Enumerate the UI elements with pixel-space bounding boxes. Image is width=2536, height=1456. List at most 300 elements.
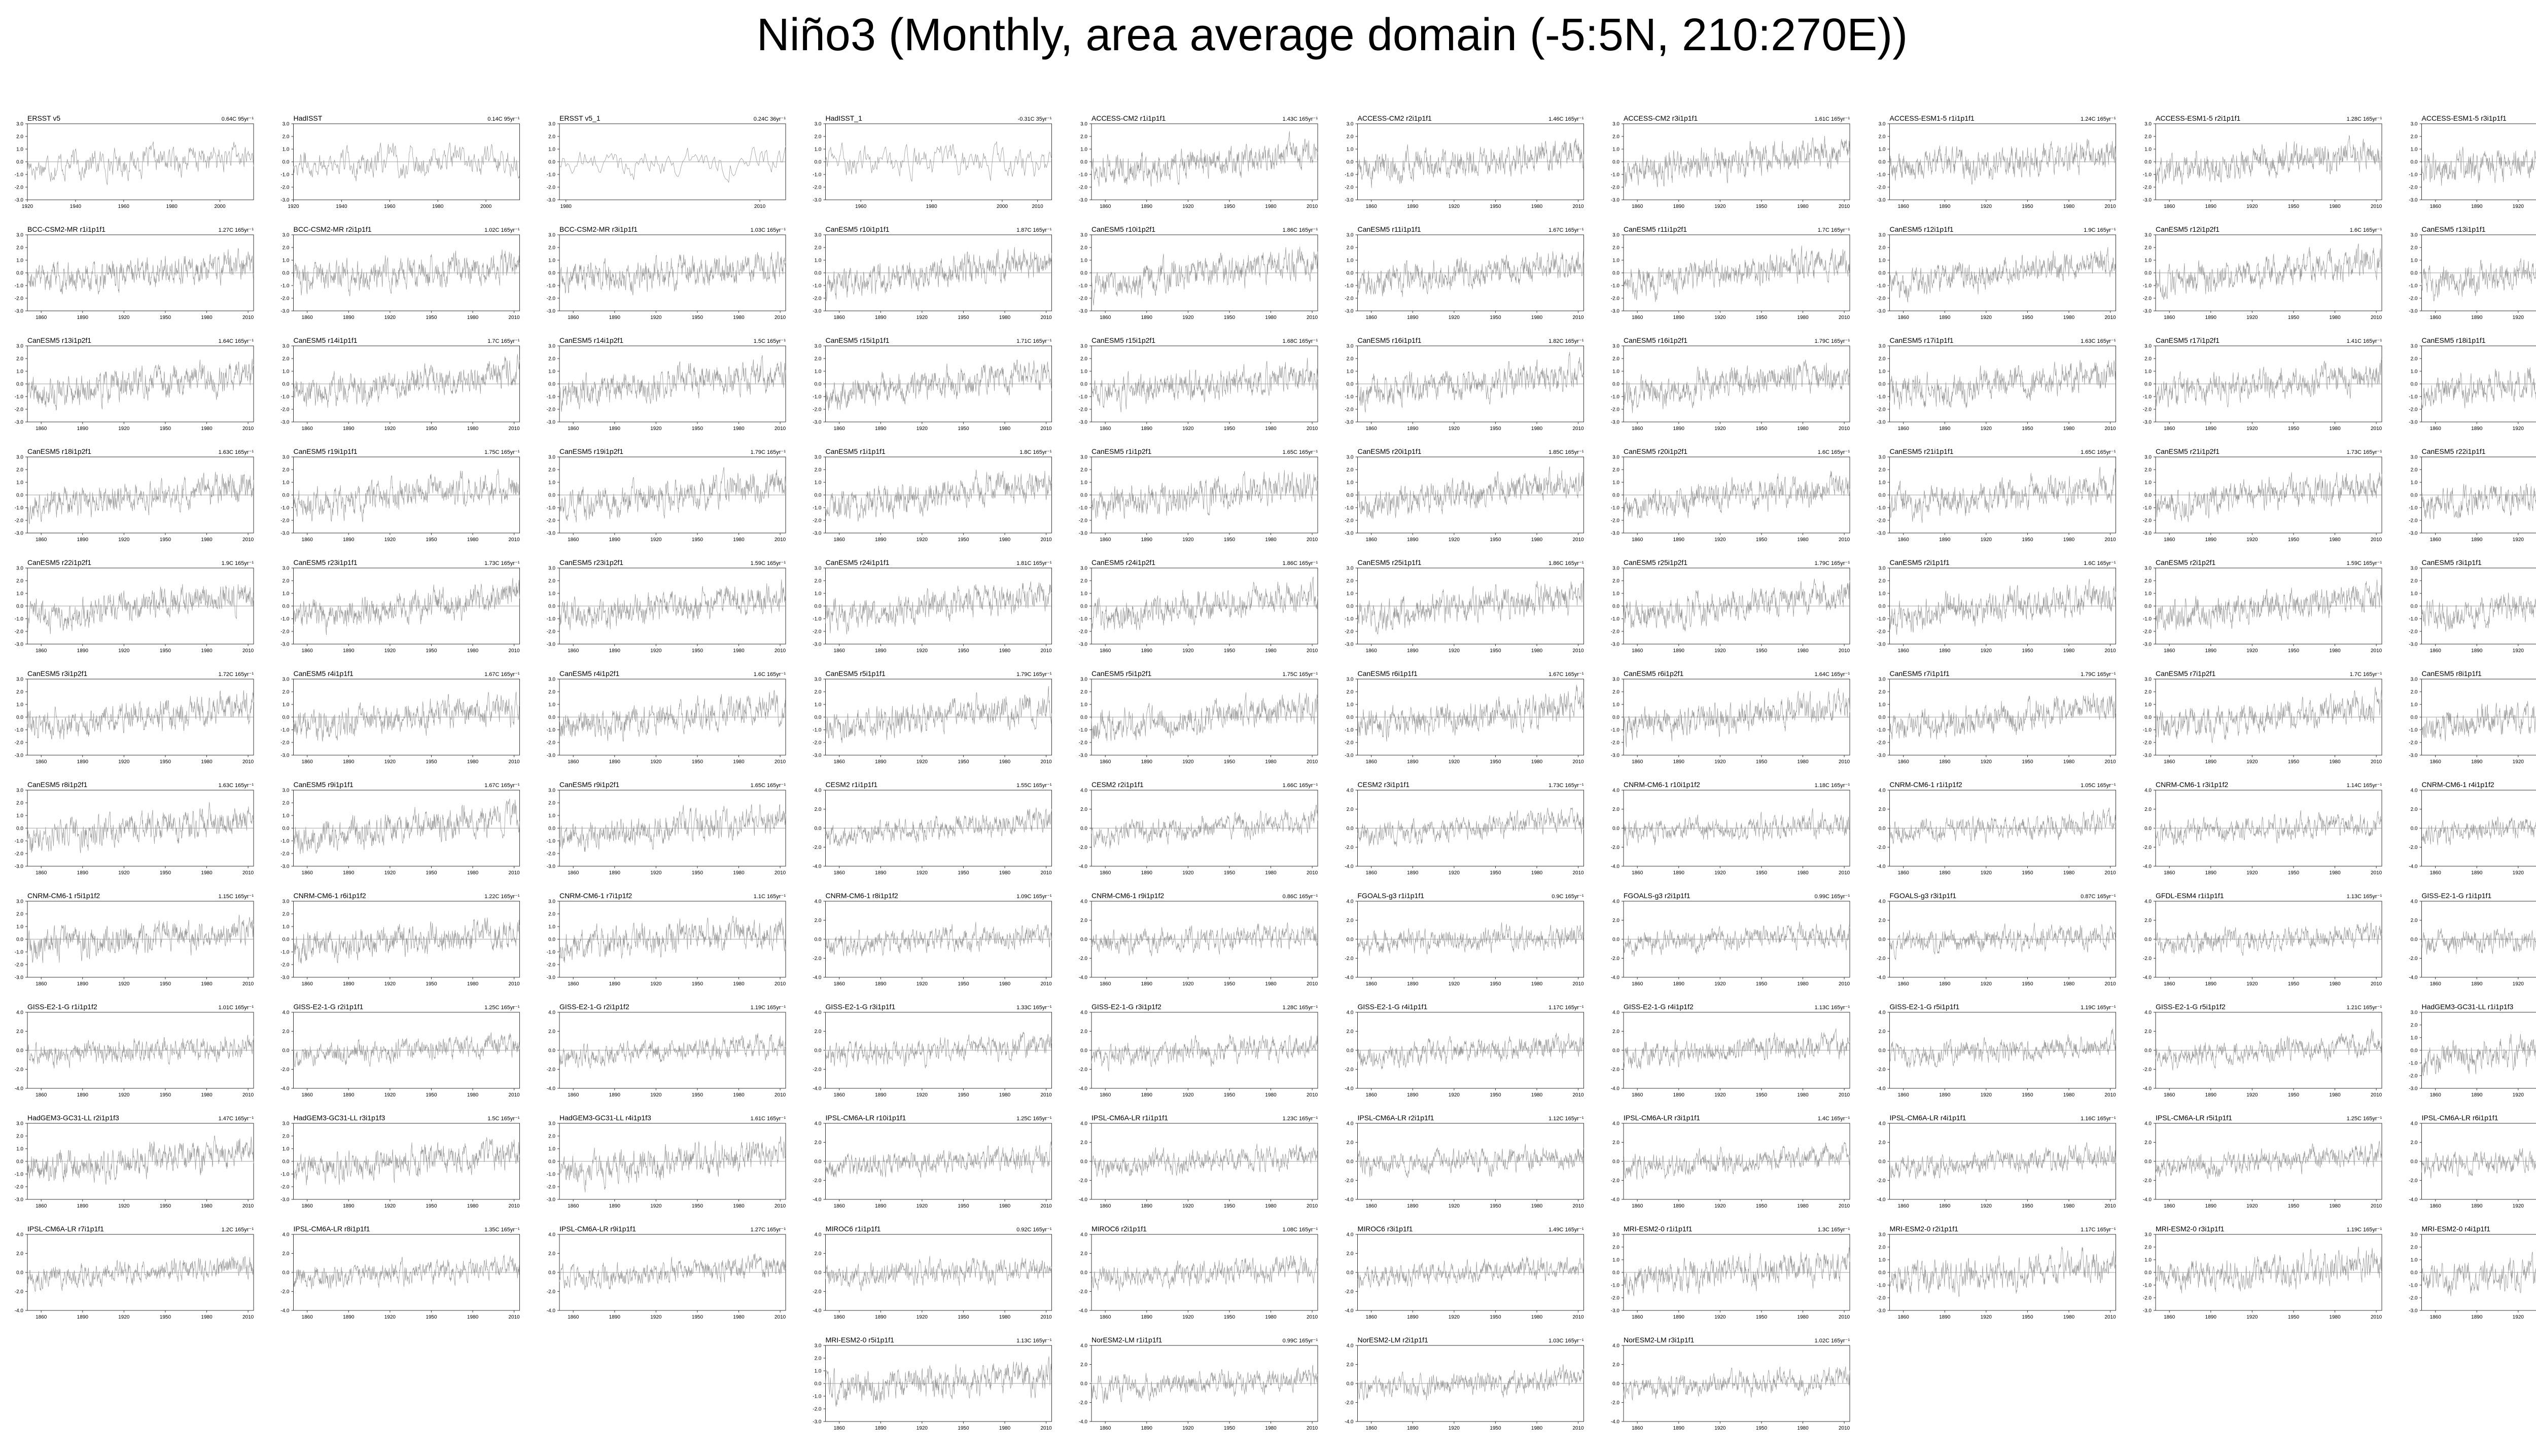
x-tick-label: 1950 bbox=[426, 981, 437, 987]
panel-title: CanESM5 r21i1p1f1 bbox=[1889, 447, 1954, 455]
x-tick-label: 1890 bbox=[875, 426, 887, 432]
x-tick-label: 1860 bbox=[1897, 759, 1909, 765]
y-tick-label: -3.0 bbox=[280, 753, 290, 759]
y-tick-label: -4.0 bbox=[1078, 1086, 1087, 1092]
x-tick-label: 1980 bbox=[733, 1092, 745, 1098]
x-tick-label: 1920 bbox=[2512, 204, 2524, 209]
y-tick-label: 0.0 bbox=[1612, 159, 1619, 165]
x-tick-label: 1860 bbox=[301, 1092, 313, 1098]
series-line bbox=[1624, 471, 1850, 518]
series-line bbox=[294, 469, 520, 522]
panel-title: IPSL-CM6A-LR r7i1p1f1 bbox=[27, 1225, 104, 1233]
y-tick-label: -3.0 bbox=[1877, 197, 1886, 203]
y-tick-label: -2.0 bbox=[1345, 296, 1354, 302]
x-tick-label: 1950 bbox=[159, 1203, 171, 1209]
panel-trend: 1.59C 165yr⁻¹ bbox=[750, 560, 786, 566]
y-tick-label: 2.0 bbox=[2144, 467, 2152, 473]
y-tick-label: -2.0 bbox=[2142, 845, 2152, 850]
y-tick-label: -2.0 bbox=[2409, 1178, 2418, 1184]
y-tick-label: -4.0 bbox=[2409, 975, 2418, 981]
y-tick-label: -3.0 bbox=[2142, 1308, 2152, 1314]
x-tick-label: 2010 bbox=[2104, 426, 2116, 432]
y-tick-label: 2.0 bbox=[1612, 918, 1619, 924]
y-tick-label: 1.0 bbox=[548, 813, 555, 819]
y-tick-label: -1.0 bbox=[813, 1394, 822, 1400]
x-tick-label: 1980 bbox=[166, 204, 178, 209]
panel-111 bbox=[813, 1336, 1052, 1431]
y-tick-label: -2.0 bbox=[546, 629, 555, 635]
x-tick-label: 2010 bbox=[1572, 315, 1584, 321]
x-tick-label: 1980 bbox=[999, 870, 1011, 876]
x-tick-label: 1860 bbox=[568, 426, 579, 432]
panel-title: CanESM5 r24i1p1f1 bbox=[825, 558, 890, 566]
y-tick-label: 0.0 bbox=[548, 492, 555, 499]
x-tick-label: 2010 bbox=[1040, 537, 1052, 543]
y-tick-label: -1.0 bbox=[14, 283, 23, 289]
x-tick-label: 2010 bbox=[1572, 426, 1584, 432]
panel-title: GISS-E2-1-G r5i1p1f2 bbox=[2156, 1003, 2226, 1011]
x-tick-label: 1890 bbox=[2471, 315, 2483, 321]
y-tick-label: -1.0 bbox=[14, 172, 23, 178]
x-tick-label: 2010 bbox=[1040, 1203, 1052, 1209]
series-line bbox=[27, 1257, 254, 1292]
x-tick-label: 1980 bbox=[999, 981, 1011, 987]
panel-32 bbox=[280, 447, 520, 543]
y-tick-label: -3.0 bbox=[2142, 197, 2152, 203]
x-tick-label: 2010 bbox=[242, 1092, 254, 1098]
y-tick-label: -1.0 bbox=[546, 172, 555, 178]
panel-trend: 1.61C 165yr⁻¹ bbox=[750, 1116, 786, 1122]
x-tick-label: 1890 bbox=[609, 1203, 620, 1209]
x-tick-label: 1980 bbox=[1265, 1426, 1277, 1431]
y-tick-label: 3.0 bbox=[2144, 343, 2152, 349]
y-tick-label: 3.0 bbox=[814, 343, 822, 349]
panel-title: CanESM5 r23i1p2f1 bbox=[559, 558, 624, 566]
panel-trend: 1.25C 165yr⁻¹ bbox=[1016, 1116, 1052, 1122]
x-tick-label: 1920 bbox=[1182, 537, 1194, 543]
y-tick-label: -2.0 bbox=[280, 851, 290, 857]
x-tick-label: 1980 bbox=[733, 537, 745, 543]
y-tick-label: 2.0 bbox=[548, 245, 555, 251]
y-tick-label: -2.0 bbox=[1877, 407, 1886, 413]
x-tick-label: 1920 bbox=[1714, 315, 1726, 321]
x-tick-label: 1890 bbox=[343, 315, 355, 321]
y-tick-label: 2.0 bbox=[814, 918, 822, 924]
y-tick-label: 0.0 bbox=[814, 270, 822, 276]
x-tick-label: 2010 bbox=[774, 1203, 786, 1209]
y-tick-label: 2.0 bbox=[1612, 1140, 1619, 1146]
y-tick-label: 2.0 bbox=[1346, 1029, 1354, 1035]
x-tick-label: 1920 bbox=[1714, 1315, 1726, 1320]
x-tick-label: 1920 bbox=[1980, 759, 1992, 765]
x-tick-label: 1980 bbox=[1797, 1203, 1809, 1209]
y-tick-label: 2.0 bbox=[282, 911, 290, 917]
x-tick-label: 1960 bbox=[855, 204, 867, 209]
y-tick-label: 2.0 bbox=[814, 1356, 822, 1362]
y-tick-label: 0.0 bbox=[16, 159, 23, 165]
x-tick-label: 1980 bbox=[1797, 1092, 1809, 1098]
x-tick-label: 1920 bbox=[1448, 1426, 1460, 1431]
y-tick-label: 2.0 bbox=[1080, 467, 1087, 473]
panel-trend: 1.27C 165yr⁻¹ bbox=[218, 227, 254, 233]
series-line bbox=[1358, 251, 1584, 297]
series-line bbox=[294, 1255, 520, 1289]
panel-83 bbox=[547, 1003, 786, 1098]
x-tick-label: 1950 bbox=[691, 648, 703, 654]
y-tick-label: 2.0 bbox=[1612, 578, 1619, 584]
y-tick-label: 4.0 bbox=[2410, 1121, 2418, 1127]
panel-title: HadISST_1 bbox=[825, 114, 862, 122]
x-tick-label: 1950 bbox=[2022, 537, 2033, 543]
y-tick-label: 0.0 bbox=[1080, 715, 1087, 721]
x-tick-label: 1890 bbox=[1141, 426, 1152, 432]
x-tick-label: 1920 bbox=[1714, 1092, 1726, 1098]
y-tick-label: 0.0 bbox=[1878, 381, 1886, 387]
y-tick-label: 1.0 bbox=[1080, 591, 1087, 597]
x-tick-label: 1860 bbox=[1100, 981, 1111, 987]
panel-59 bbox=[2143, 669, 2382, 765]
y-tick-label: -2.0 bbox=[2142, 1295, 2152, 1301]
panel-66 bbox=[1345, 780, 1584, 876]
x-tick-label: 1890 bbox=[343, 1203, 355, 1209]
y-tick-label: 0.0 bbox=[282, 1270, 290, 1276]
x-tick-label: 1920 bbox=[118, 870, 130, 876]
x-tick-label: 1920 bbox=[650, 981, 662, 987]
x-tick-label: 1860 bbox=[36, 759, 47, 765]
y-tick-label: 2.0 bbox=[2410, 918, 2418, 924]
x-tick-label: 1950 bbox=[1490, 426, 1501, 432]
y-tick-label: 3.0 bbox=[814, 677, 822, 683]
panel-17 bbox=[1611, 225, 1850, 321]
panel-trend: 1.67C 165yr⁻¹ bbox=[1548, 227, 1584, 233]
x-tick-label: 2010 bbox=[508, 648, 520, 654]
y-tick-label: 4.0 bbox=[1346, 788, 1354, 794]
panel-trend: 0.64C 95yr⁻¹ bbox=[221, 116, 254, 122]
x-tick-label: 1860 bbox=[2164, 537, 2175, 543]
y-tick-label: -3.0 bbox=[14, 753, 23, 759]
x-tick-label: 1860 bbox=[1100, 204, 1111, 209]
y-tick-label: 2.0 bbox=[814, 467, 822, 473]
x-tick-label: 1890 bbox=[1141, 759, 1152, 765]
x-tick-label: 1860 bbox=[301, 315, 313, 321]
x-tick-label: 2010 bbox=[1838, 537, 1850, 543]
x-tick-label: 1860 bbox=[1100, 537, 1111, 543]
y-tick-label: -3.0 bbox=[2409, 1086, 2418, 1092]
y-tick-label: -1.0 bbox=[546, 727, 555, 733]
y-tick-label: 2.0 bbox=[1346, 245, 1354, 251]
y-tick-label: 2.0 bbox=[1346, 807, 1354, 812]
x-tick-label: 1860 bbox=[1897, 1315, 1909, 1320]
y-tick-label: -4.0 bbox=[1610, 1197, 1619, 1203]
y-tick-label: 1.0 bbox=[1346, 147, 1354, 153]
x-tick-label: 1860 bbox=[833, 1203, 845, 1209]
panel-title: CNRM-CM6-1 r1i1p1f2 bbox=[1889, 780, 1962, 789]
panel-title: GISS-E2-1-G r3i1p1f2 bbox=[1091, 1003, 1161, 1011]
series-line bbox=[2156, 580, 2382, 630]
panel-57 bbox=[1611, 669, 1850, 765]
y-tick-label: 0.0 bbox=[282, 492, 290, 499]
panel-title: CNRM-CM6-1 r7i1p1f2 bbox=[559, 892, 632, 900]
panel-trend: 1.23C 165yr⁻¹ bbox=[1282, 1116, 1318, 1122]
series-line bbox=[1358, 1144, 1584, 1178]
panel-title: CanESM5 r10i1p2f1 bbox=[1091, 225, 1156, 233]
x-tick-label: 1920 bbox=[1182, 759, 1194, 765]
y-tick-label: -3.0 bbox=[280, 419, 290, 425]
y-tick-label: -3.0 bbox=[1345, 753, 1354, 759]
x-tick-label: 1890 bbox=[875, 1092, 887, 1098]
y-tick-label: 3.0 bbox=[1878, 1232, 1886, 1238]
y-tick-label: 2.0 bbox=[1346, 689, 1354, 695]
y-tick-label: -2.0 bbox=[813, 956, 822, 962]
panel-title: NorESM2-LM r2i1p1f1 bbox=[1357, 1336, 1428, 1344]
x-tick-label: 1860 bbox=[833, 759, 845, 765]
y-tick-label: 1.0 bbox=[1878, 1257, 1886, 1263]
x-tick-label: 1890 bbox=[875, 1203, 887, 1209]
x-tick-label: 1950 bbox=[691, 759, 703, 765]
y-tick-label: 2.0 bbox=[2410, 578, 2418, 584]
y-tick-label: 3.0 bbox=[16, 565, 23, 572]
x-tick-label: 1980 bbox=[1797, 537, 1809, 543]
y-tick-label: 4.0 bbox=[1346, 899, 1354, 905]
y-tick-label: -2.0 bbox=[14, 1067, 23, 1073]
y-tick-label: 4.0 bbox=[1080, 1121, 1087, 1127]
x-tick-label: 1860 bbox=[2429, 204, 2441, 209]
panel-title: FGOALS-g3 r1i1p1f1 bbox=[1357, 892, 1425, 900]
y-tick-label: 2.0 bbox=[548, 1029, 555, 1035]
x-tick-label: 1920 bbox=[118, 426, 130, 432]
series-line bbox=[1624, 245, 1850, 302]
y-tick-label: 3.0 bbox=[2144, 121, 2152, 127]
panel-109 bbox=[2143, 1225, 2382, 1320]
x-tick-label: 1980 bbox=[201, 759, 213, 765]
x-tick-label: 1980 bbox=[2063, 648, 2075, 654]
x-tick-label: 1860 bbox=[1365, 759, 1377, 765]
x-tick-label: 1950 bbox=[1223, 426, 1236, 432]
x-tick-label: 1890 bbox=[1141, 537, 1152, 543]
series-line bbox=[1358, 138, 1584, 188]
y-tick-label: -1.0 bbox=[2142, 394, 2152, 400]
x-tick-label: 1860 bbox=[1100, 315, 1111, 321]
x-tick-label: 1950 bbox=[1755, 537, 1768, 543]
y-tick-label: 0.0 bbox=[1878, 603, 1886, 610]
y-tick-label: 1.0 bbox=[814, 480, 822, 486]
y-tick-label: 4.0 bbox=[2410, 788, 2418, 794]
y-tick-label: -2.0 bbox=[813, 1178, 822, 1184]
y-tick-label: -3.0 bbox=[2409, 1308, 2418, 1314]
series-line bbox=[1890, 360, 2116, 410]
x-tick-label: 1950 bbox=[1223, 759, 1236, 765]
x-tick-label: 1890 bbox=[2205, 315, 2216, 321]
y-tick-label: -2.0 bbox=[280, 629, 290, 635]
y-tick-label: 2.0 bbox=[16, 356, 23, 362]
x-tick-label: 1950 bbox=[958, 1203, 969, 1209]
x-tick-label: 1860 bbox=[1632, 426, 1643, 432]
x-tick-label: 1950 bbox=[1490, 204, 1501, 209]
y-tick-label: -2.0 bbox=[546, 296, 555, 302]
x-tick-label: 1980 bbox=[1797, 426, 1809, 432]
panel-102 bbox=[280, 1225, 520, 1320]
y-tick-label: 2.0 bbox=[1346, 1140, 1354, 1146]
x-tick-label: 1860 bbox=[36, 1315, 47, 1320]
x-tick-label: 1980 bbox=[1531, 315, 1543, 321]
y-tick-label: -3.0 bbox=[2142, 419, 2152, 425]
x-tick-label: 1860 bbox=[36, 981, 47, 987]
x-tick-label: 1980 bbox=[1531, 1092, 1543, 1098]
y-tick-label: 0.0 bbox=[2410, 159, 2418, 165]
x-tick-label: 1950 bbox=[426, 1092, 437, 1098]
y-tick-label: 0.0 bbox=[548, 381, 555, 387]
x-tick-label: 1890 bbox=[343, 759, 355, 765]
panel-title: CNRM-CM6-1 r6i1p1f2 bbox=[293, 892, 366, 900]
y-tick-label: 4.0 bbox=[16, 1010, 23, 1016]
y-tick-label: -4.0 bbox=[2409, 1197, 2418, 1203]
y-tick-label: -2.0 bbox=[1078, 956, 1087, 962]
y-tick-label: 4.0 bbox=[1346, 1343, 1354, 1349]
x-tick-label: 1920 bbox=[2246, 981, 2258, 987]
panel-33 bbox=[547, 447, 786, 543]
x-tick-label: 2010 bbox=[754, 204, 766, 209]
y-tick-label: -2.0 bbox=[14, 962, 23, 968]
x-tick-label: 1860 bbox=[1632, 1203, 1643, 1209]
x-tick-label: 1980 bbox=[1265, 315, 1277, 321]
x-tick-label: 1860 bbox=[36, 1092, 47, 1098]
y-tick-label: 0.0 bbox=[1346, 159, 1354, 165]
x-tick-label: 2010 bbox=[242, 981, 254, 987]
y-tick-label: -4.0 bbox=[14, 1086, 23, 1092]
y-tick-label: 3.0 bbox=[16, 1121, 23, 1127]
y-tick-label: -3.0 bbox=[813, 308, 822, 314]
x-tick-label: 1890 bbox=[343, 537, 355, 543]
x-tick-label: 1950 bbox=[159, 759, 171, 765]
x-tick-label: 1920 bbox=[1980, 204, 1992, 209]
panel-4 bbox=[813, 114, 1052, 209]
series-line bbox=[826, 686, 1052, 743]
x-tick-label: 2010 bbox=[1572, 1426, 1584, 1431]
panel-trend: 1.79C 165yr⁻¹ bbox=[750, 449, 786, 455]
y-tick-label: -3.0 bbox=[1345, 308, 1354, 314]
y-tick-label: 4.0 bbox=[282, 1232, 290, 1238]
series-line bbox=[2422, 243, 2536, 301]
x-tick-label: 1950 bbox=[1223, 1092, 1236, 1098]
series-line bbox=[2156, 687, 2382, 743]
series-line bbox=[2422, 1020, 2536, 1076]
series-line bbox=[1624, 1142, 1850, 1180]
panel-trend: 1.63C 165yr⁻¹ bbox=[218, 783, 254, 789]
x-tick-label: 2010 bbox=[1572, 1092, 1584, 1098]
x-tick-label: 1950 bbox=[159, 648, 171, 654]
panel-37 bbox=[1611, 447, 1850, 543]
x-tick-label: 1890 bbox=[77, 981, 88, 987]
y-tick-label: 0.0 bbox=[1080, 937, 1087, 943]
x-tick-label: 1860 bbox=[1632, 759, 1643, 765]
y-tick-label: -2.0 bbox=[14, 185, 23, 191]
x-tick-label: 2010 bbox=[1306, 426, 1318, 432]
y-tick-label: 3.0 bbox=[548, 343, 555, 349]
x-tick-label: 1890 bbox=[609, 981, 620, 987]
y-tick-label: 2.0 bbox=[548, 911, 555, 917]
panel-title: CanESM5 r2i1p1f1 bbox=[1889, 558, 1950, 566]
panel-trend: 1.19C 165yr⁻¹ bbox=[2081, 1005, 2116, 1011]
x-tick-label: 2010 bbox=[1838, 1315, 1850, 1320]
y-tick-label: -3.0 bbox=[546, 864, 555, 870]
panel-title: CanESM5 r22i1p1f1 bbox=[2421, 447, 2486, 455]
x-tick-label: 1860 bbox=[568, 648, 579, 654]
x-tick-label: 1890 bbox=[1673, 426, 1684, 432]
panel-trend: 1.64C 165yr⁻¹ bbox=[1814, 671, 1850, 678]
y-tick-label: 2.0 bbox=[16, 800, 23, 806]
x-tick-label: 2010 bbox=[1306, 315, 1318, 321]
x-tick-label: 2010 bbox=[1306, 1426, 1318, 1431]
y-tick-label: 4.0 bbox=[1878, 1121, 1886, 1127]
y-tick-label: -1.0 bbox=[813, 172, 822, 178]
x-tick-label: 1980 bbox=[999, 1203, 1011, 1209]
x-tick-label: 2010 bbox=[1040, 1315, 1052, 1320]
y-tick-label: 2.0 bbox=[2144, 134, 2152, 140]
x-tick-label: 1980 bbox=[999, 426, 1011, 432]
panel-title: CanESM5 r13i1p2f1 bbox=[27, 336, 92, 344]
x-tick-label: 2010 bbox=[242, 870, 254, 876]
panel-trend: 1.43C 165yr⁻¹ bbox=[1282, 116, 1318, 122]
x-tick-label: 1890 bbox=[875, 537, 887, 543]
x-tick-label: 2010 bbox=[774, 870, 786, 876]
x-tick-label: 1890 bbox=[1407, 537, 1419, 543]
y-tick-label: -1.0 bbox=[546, 1171, 555, 1178]
y-tick-label: -4.0 bbox=[14, 1308, 23, 1314]
x-tick-label: 1860 bbox=[1897, 537, 1909, 543]
x-tick-label: 1980 bbox=[733, 981, 745, 987]
y-tick-label: 4.0 bbox=[1878, 788, 1886, 794]
y-tick-label: 3.0 bbox=[16, 343, 23, 349]
panel-trend: 1.79C 165yr⁻¹ bbox=[1814, 338, 1850, 344]
panel-44 bbox=[813, 558, 1052, 654]
x-tick-label: 1980 bbox=[1797, 204, 1809, 209]
panel-title: CNRM-CM6-1 r8i1p1f2 bbox=[825, 892, 898, 900]
panel-71 bbox=[15, 892, 254, 987]
x-tick-label: 1980 bbox=[467, 315, 479, 321]
x-tick-label: 1890 bbox=[1939, 870, 1951, 876]
x-tick-label: 2010 bbox=[774, 1315, 786, 1320]
x-tick-label: 1890 bbox=[1939, 648, 1951, 654]
panel-trend: 0.87C 165yr⁻¹ bbox=[2081, 894, 2116, 900]
panel-26 bbox=[1345, 336, 1584, 432]
x-tick-label: 1890 bbox=[1141, 981, 1152, 987]
panel-9 bbox=[2143, 114, 2382, 209]
y-tick-label: -4.0 bbox=[813, 975, 822, 981]
y-tick-label: -4.0 bbox=[280, 1308, 290, 1314]
x-tick-label: 1980 bbox=[2063, 759, 2075, 765]
x-tick-label: 1860 bbox=[1897, 1203, 1909, 1209]
y-tick-label: 0.0 bbox=[548, 826, 555, 832]
y-tick-label: -1.0 bbox=[1345, 505, 1354, 511]
x-tick-label: 1860 bbox=[1100, 1203, 1111, 1209]
y-tick-label: 0.0 bbox=[2144, 381, 2152, 387]
x-tick-label: 1920 bbox=[1448, 315, 1460, 321]
y-tick-label: -2.0 bbox=[813, 185, 822, 191]
x-tick-label: 1950 bbox=[2287, 759, 2300, 765]
y-tick-label: -3.0 bbox=[14, 197, 23, 203]
panel-title: HadGEM3-GC31-LL r3i1p1f3 bbox=[293, 1114, 385, 1122]
panel-trend: 1.73C 165yr⁻¹ bbox=[484, 560, 520, 566]
x-tick-label: 1980 bbox=[1531, 204, 1543, 209]
y-tick-label: -1.0 bbox=[1078, 727, 1087, 733]
y-tick-label: 2.0 bbox=[282, 578, 290, 584]
y-tick-label: -2.0 bbox=[1078, 1289, 1087, 1295]
series-line bbox=[1358, 1364, 1584, 1400]
x-tick-label: 1950 bbox=[1223, 1426, 1236, 1431]
x-tick-label: 1980 bbox=[2329, 648, 2341, 654]
x-tick-label: 1950 bbox=[2022, 648, 2033, 654]
y-tick-label: -1.0 bbox=[1345, 394, 1354, 400]
